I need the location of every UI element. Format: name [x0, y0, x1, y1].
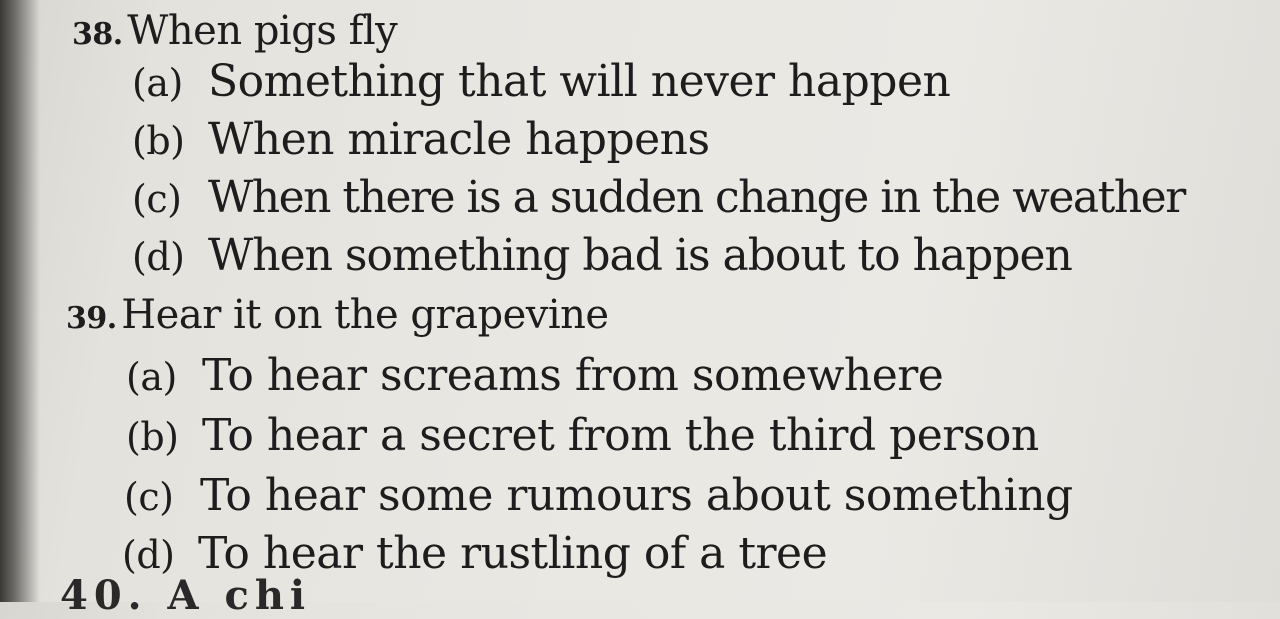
option-label: (a): [132, 61, 183, 105]
option-label: (c): [124, 475, 174, 519]
option-text: To hear the rustling of a tree: [198, 528, 828, 579]
option-39-a: [126, 350, 943, 401]
option-text: Something that will never happen: [208, 56, 951, 107]
option-text: When something bad is about to happen: [208, 230, 1072, 281]
option-text: When miracle happens: [208, 114, 710, 165]
question-number: 38.: [72, 17, 123, 52]
option-38-d: [132, 230, 1072, 281]
option-39-c: [124, 470, 1073, 521]
option-label: (b): [126, 415, 179, 459]
option-text: To hear screams from somewhere: [202, 350, 944, 401]
option-text: To hear some rumours about something: [200, 470, 1073, 521]
option-label: (c): [132, 177, 182, 221]
option-38-a: [132, 56, 950, 107]
option-38-c: [132, 172, 1185, 223]
option-38-b: [132, 114, 710, 165]
question-prompt: When pigs fly: [127, 8, 398, 54]
question-39: [66, 292, 609, 338]
option-label: (b): [132, 119, 185, 163]
option-label: (d): [132, 235, 185, 279]
option-39-b: [126, 410, 1039, 461]
next-question-partial: 40. A chi: [60, 572, 312, 619]
option-label: (d): [122, 533, 175, 577]
question-38: [72, 8, 397, 54]
question-number: 39.: [66, 301, 117, 336]
option-text: To hear a secret from the third person: [202, 410, 1039, 461]
option-label: (a): [126, 355, 177, 399]
option-text: When there is a sudden change in the weather: [208, 172, 1185, 223]
question-prompt: Hear it on the grapevine: [121, 292, 609, 338]
